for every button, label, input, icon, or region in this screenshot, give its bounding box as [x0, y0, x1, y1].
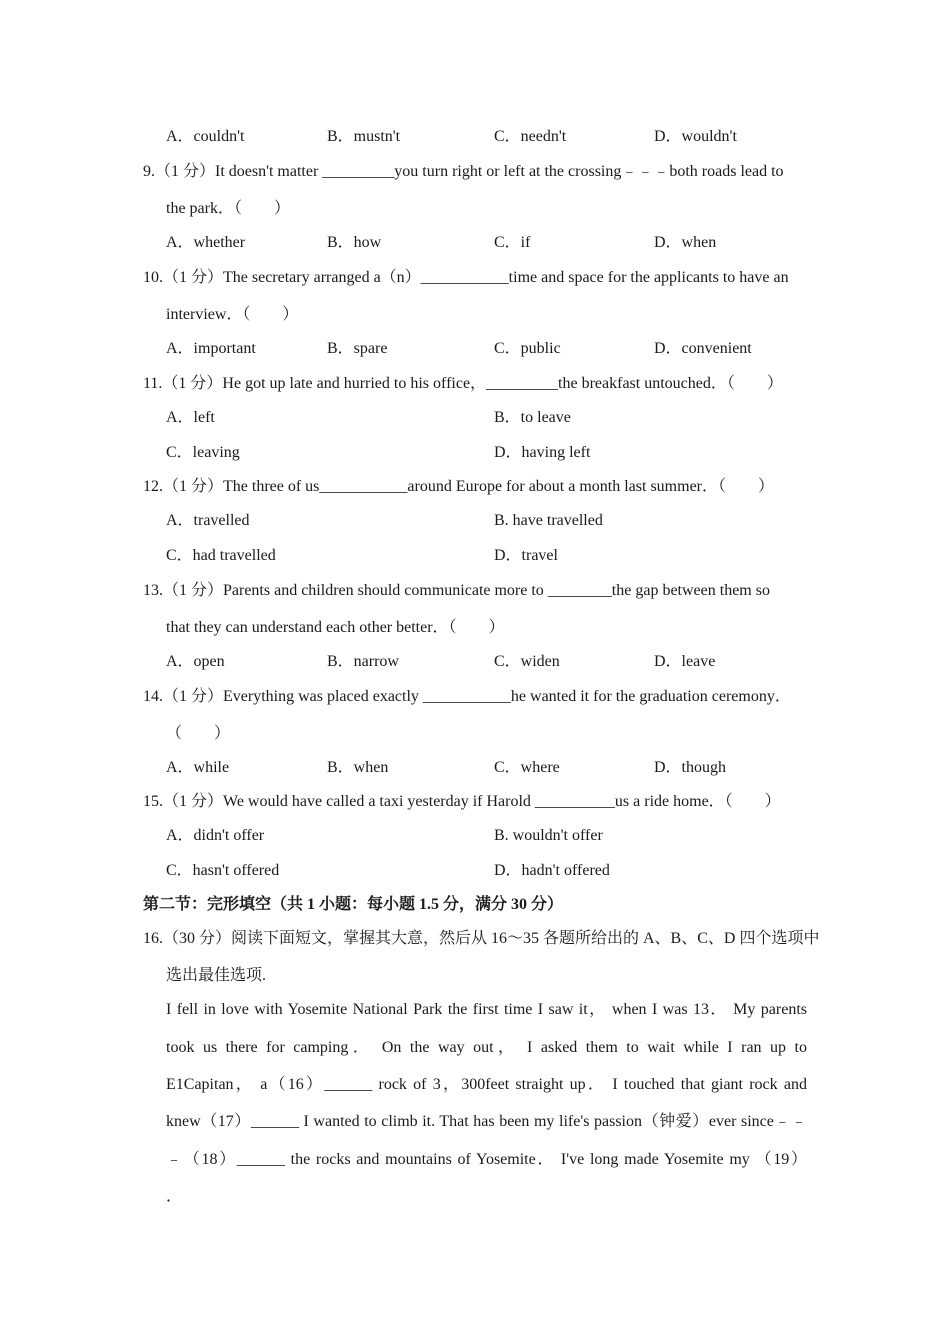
q9-stem-line2: the park．（ ） [166, 200, 290, 217]
q15-option-b: B. wouldn't offer [494, 827, 603, 844]
q10-option-d: D．convenient [654, 340, 752, 357]
passage-line: E1Capitan， a（16）______ rock of 3，300feet straight up． I touched that giant rock and [166, 1076, 807, 1093]
q15-option-d: D．hadn't offered [494, 862, 610, 879]
q12-option-c: C．had travelled [166, 547, 276, 564]
q9-option-c: C．if [494, 234, 531, 251]
q10-option-b: B．spare [327, 340, 388, 357]
q10-stem-line2: interview．（ ） [166, 306, 299, 323]
q16-stem-line1: 16.（30 分）阅读下面短文，掌握其大意，然后从 16～35 各题所给出的 A、B、C、D 四个选项中 [143, 930, 820, 947]
q11-option-c: C．leaving [166, 444, 240, 461]
q12-option-a: A．travelled [166, 512, 250, 529]
section-heading: 第二节：完形填空（共 1 小题：每小题 1.5 分，满分 30 分） [143, 896, 564, 913]
q15-option-c: C．hasn't offered [166, 862, 280, 879]
passage-line: I fell in love with Yosemite National Park the first time I saw it， when I was 13． My parents [166, 1001, 807, 1018]
q8-option-d: D．wouldn't [654, 128, 737, 145]
q10-stem-line1: 10.（1 分）The secretary arranged a（n）___________time and space for the applicants to have an [143, 269, 789, 286]
passage-line: ﹣（18）______ the rocks and mountains of Yosemite． I've long made Yosemite my （19） [166, 1151, 807, 1168]
q13-option-c: C．widen [494, 653, 560, 670]
passage-line: ． [166, 1188, 183, 1205]
q14-option-a: A．while [166, 759, 230, 776]
q8-option-b: B．mustn't [327, 128, 401, 145]
q15-stem: 15.（1 分）We would have called a taxi yesterday if Harold __________us a ride home．（ ） [143, 793, 781, 810]
q9-option-d: D．when [654, 234, 717, 251]
q9-option-a: A．whether [166, 234, 246, 251]
q11-option-d: D．having left [494, 444, 591, 461]
q14-option-c: C．where [494, 759, 560, 776]
q14-stem-line2: （ ） [166, 725, 231, 742]
q11-stem: 11.（1 分）He got up late and hurried to his office，_________the breakfast untouched．（ ） [143, 375, 783, 392]
q13-stem-line2: that they can understand each other better．（ ） [166, 619, 505, 636]
q11-option-a: A．left [166, 409, 215, 426]
passage-line: knew（17）______ I wanted to climb it. That has been my life's passion（钟爱）ever since﹣﹣ [166, 1113, 807, 1130]
q14-option-b: B．when [327, 759, 389, 776]
q16-stem-line2: 选出最佳选项. [166, 967, 267, 984]
q12-option-d: D．travel [494, 547, 558, 564]
q12-option-b: B. have travelled [494, 512, 603, 529]
q13-stem-line1: 13.（1 分）Parents and children should communicate more to ________the gap between them so [143, 582, 770, 599]
q8-option-a: A．couldn't [166, 128, 245, 145]
q9-option-b: B．how [327, 234, 382, 251]
passage-line: took us there for camping． On the way out， I asked them to wait while I ran up to [166, 1039, 807, 1056]
q13-option-a: A．open [166, 653, 225, 670]
q8-option-c: C．needn't [494, 128, 567, 145]
q14-stem-line1: 14.（1 分）Everything was placed exactly ___________he wanted it for the graduation ceremony． [143, 688, 791, 705]
q13-option-d: D．leave [654, 653, 716, 670]
q10-option-a: A．important [166, 340, 256, 357]
q10-option-c: C．public [494, 340, 561, 357]
q12-stem: 12.（1 分）The three of us___________around Europe for about a month last summer．（ ） [143, 478, 775, 495]
q9-stem-line1: 9.（1 分）It doesn't matter _________you turn right or left at the crossing﹣﹣﹣both roads lead to [143, 163, 784, 180]
q14-option-d: D．though [654, 759, 727, 776]
q13-option-b: B．narrow [327, 653, 399, 670]
q15-option-a: A．didn't offer [166, 827, 265, 844]
q11-option-b: B．to leave [494, 409, 571, 426]
